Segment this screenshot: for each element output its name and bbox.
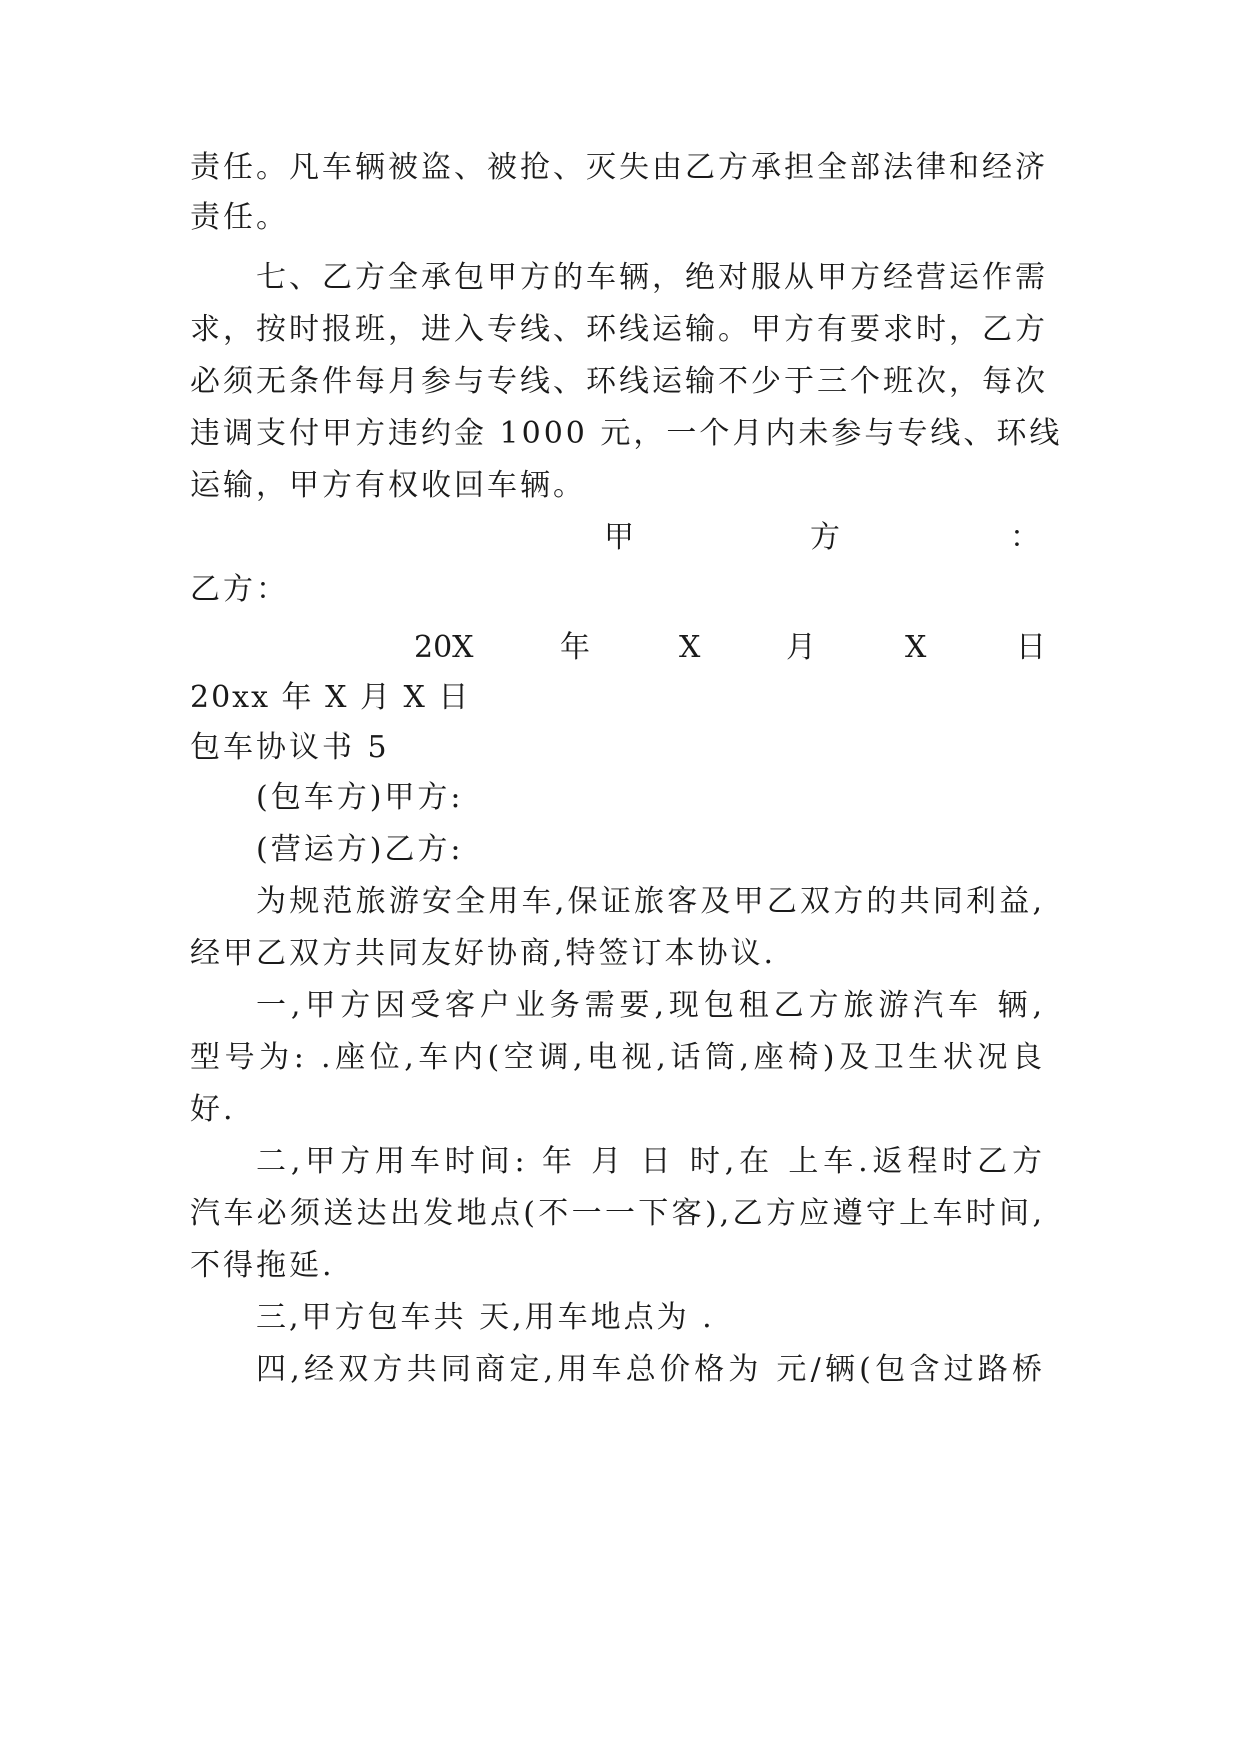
paragraph-line: 好. <box>190 1092 236 1127</box>
paragraph-line: 违调支付甲方违约金 1000 元，一个月内未参与专线、环线 <box>190 416 1063 451</box>
paragraph-line: 责任。 <box>190 200 289 235</box>
paragraph-line: 三,甲方包车共 天,用车地点为 . <box>256 1300 715 1335</box>
paragraph-line: 运输，甲方有权收回车辆。 <box>190 468 586 503</box>
section-title: 包车协议书 5 <box>190 730 390 765</box>
paragraph-line: 型号为: .座位,车内(空调,电视,话筒,座椅)及卫生状况良 <box>190 1040 1045 1075</box>
date-year: 20X <box>414 630 474 665</box>
paragraph-line: 必须无条件每月参与专线、环线运输不少于三个班次，每次 <box>190 364 1048 399</box>
paragraph-line: 一,甲方因受客户业务需要,现包租乙方旅游汽车 辆, <box>256 988 1045 1023</box>
date-day-char: 日 <box>1016 630 1046 665</box>
party-b-line: (营运方)乙方: <box>256 832 464 867</box>
party-a-line: (包车方)甲方: <box>256 780 464 815</box>
paragraph-line: 二,甲方用车时间: 年 月 日 时,在 上车.返程时乙方 <box>256 1144 1045 1179</box>
party-b-label: 乙方： <box>190 572 289 607</box>
date-month-char: 月 <box>786 630 816 665</box>
party-a-label-char: 方 <box>810 520 840 555</box>
paragraph-line: 经甲乙双方共同友好协商,特签订本协议. <box>190 936 777 971</box>
paragraph-line: 七、乙方全承包甲方的车辆，绝对服从甲方经营运作需 <box>256 260 1048 295</box>
date-month: X <box>679 630 701 665</box>
party-a-colon: ： <box>1010 520 1040 555</box>
date-year-char: 年 <box>560 630 590 665</box>
paragraph-line: 求，按时报班，进入专线、环线运输。甲方有要求时，乙方 <box>190 312 1048 347</box>
date-line: 20xx 年 X 月 X 日 <box>190 680 471 715</box>
paragraph-line: 汽车必须送达出发地点(不一一下客),乙方应遵守上车时间, <box>190 1196 1045 1231</box>
party-a-label-char: 甲 <box>604 520 634 555</box>
paragraph-line: 四,经双方共同商定,用车总价格为 元/辆(包含过路桥 <box>256 1352 1045 1387</box>
paragraph-line: 责任。凡车辆被盗、被抢、灭失由乙方承担全部法律和经济 <box>190 150 1048 185</box>
paragraph-line: 为规范旅游安全用车,保证旅客及甲乙双方的共同利益, <box>256 884 1045 919</box>
date-day: X <box>905 630 927 665</box>
paragraph-line: 不得拖延. <box>190 1248 335 1283</box>
